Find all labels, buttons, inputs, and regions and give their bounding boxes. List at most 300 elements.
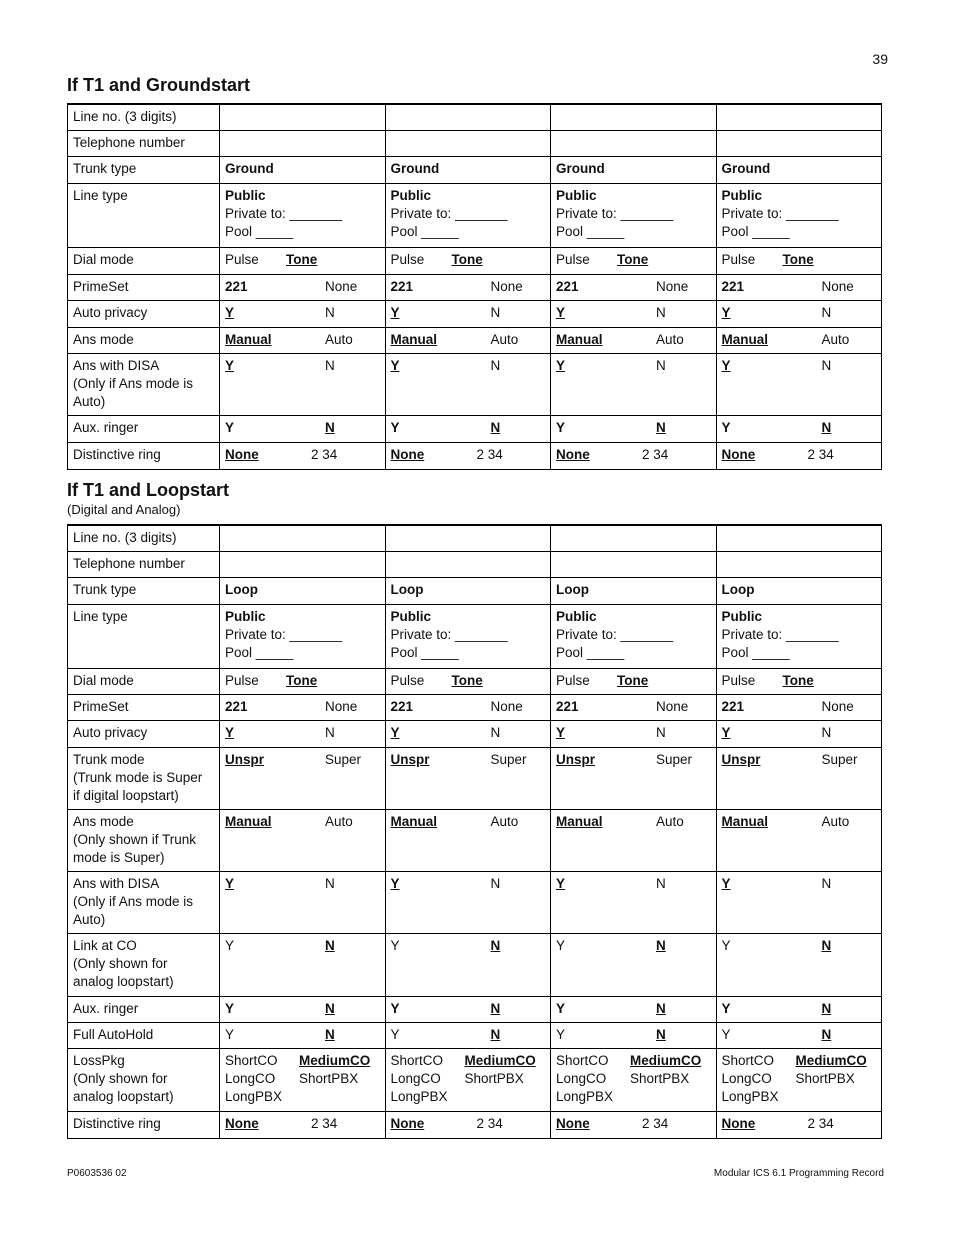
row-label-line: Distinctive ring xyxy=(73,1115,161,1131)
row-label xyxy=(68,604,220,668)
option-b: None xyxy=(325,278,358,294)
option-a: Y xyxy=(721,724,731,740)
value-cell[interactable] xyxy=(220,809,386,871)
option-b: Tone xyxy=(782,251,814,267)
loss-option: MediumCO xyxy=(795,1052,867,1068)
option-b: N xyxy=(656,419,666,435)
loss-options-right xyxy=(630,1052,701,1106)
table-row xyxy=(68,104,882,130)
option-a: Y xyxy=(556,724,566,740)
option-a: Y xyxy=(225,419,235,435)
option-pair xyxy=(556,1026,711,1044)
value-cell[interactable] xyxy=(220,130,386,156)
option-pair xyxy=(391,1026,546,1044)
value-cell[interactable] xyxy=(220,668,386,694)
value-cell[interactable] xyxy=(220,1022,386,1048)
option-pair xyxy=(391,1115,546,1133)
option-a: Y xyxy=(225,724,235,740)
value-cell[interactable] xyxy=(220,1048,386,1111)
value-cell[interactable] xyxy=(220,104,386,130)
line-type-option: Pool _____ xyxy=(556,223,625,239)
value-cell[interactable] xyxy=(220,1111,386,1138)
row-label-line: Dial mode xyxy=(73,672,134,688)
option-pair xyxy=(722,813,877,831)
row-label-line: Trunk type xyxy=(73,160,137,176)
option-a: Manual xyxy=(225,331,272,347)
value-cell[interactable] xyxy=(220,933,386,996)
option-pair xyxy=(391,419,546,437)
value-cell[interactable] xyxy=(551,747,717,809)
table-row xyxy=(68,327,882,353)
footer-doc-number: P0603536 02 xyxy=(67,1168,127,1179)
row-label xyxy=(68,1048,220,1111)
option-a: Y xyxy=(390,937,400,953)
value-cell[interactable] xyxy=(385,442,551,469)
option-a: Y xyxy=(556,304,566,320)
option-b: Auto xyxy=(325,331,353,347)
row-label-line: Aux. ringer xyxy=(73,419,139,435)
value-cell[interactable] xyxy=(220,720,386,747)
option-b: N xyxy=(821,357,832,373)
loss-option: ShortPBX xyxy=(795,1070,855,1086)
loss-option: MediumCO xyxy=(630,1052,702,1068)
value-cell[interactable] xyxy=(220,300,386,327)
row-label-line: Telephone number xyxy=(73,555,185,571)
value-cell[interactable] xyxy=(551,525,717,551)
option-a: Unspr xyxy=(225,751,265,767)
value-cell[interactable] xyxy=(716,694,882,720)
option-pair xyxy=(556,304,711,322)
option-a: Y xyxy=(225,304,235,320)
option-a: Pulse xyxy=(225,251,259,267)
option-a: None xyxy=(721,1115,756,1131)
value-cell[interactable] xyxy=(716,442,882,469)
option-pair xyxy=(722,751,877,769)
option-pair xyxy=(722,698,877,716)
value-cell[interactable] xyxy=(385,604,551,668)
option-a: None xyxy=(556,446,590,462)
value-cell[interactable] xyxy=(385,996,551,1022)
option-pair xyxy=(556,278,711,296)
row-label-line: (Only shown if Trunk xyxy=(73,831,197,847)
value-cell[interactable] xyxy=(385,747,551,809)
value-cell[interactable] xyxy=(716,130,882,156)
loss-options-left xyxy=(722,1052,796,1106)
option-b: Auto xyxy=(490,331,519,347)
table-row xyxy=(68,720,882,747)
row-label-line: Line type xyxy=(73,608,128,624)
value-cell[interactable] xyxy=(220,183,386,247)
row-label-line: Ans with DISA xyxy=(73,875,160,891)
value-cell[interactable] xyxy=(551,415,717,442)
loopstart-table xyxy=(67,524,882,1139)
value-cell[interactable] xyxy=(385,1022,551,1048)
option-pair xyxy=(391,724,546,742)
option-a: Pulse xyxy=(225,672,259,688)
value-cell[interactable] xyxy=(551,156,717,183)
value-cell[interactable] xyxy=(220,442,386,469)
value-cell[interactable] xyxy=(220,694,386,720)
line-type-option: Public xyxy=(721,187,763,203)
loss-option: ShortCO xyxy=(556,1052,609,1068)
option-pair xyxy=(722,446,877,464)
value-cell[interactable] xyxy=(716,156,882,183)
row-label-line: PrimeSet xyxy=(73,698,129,714)
option-b: N xyxy=(656,304,666,320)
row-label-line: Full AutoHold xyxy=(73,1026,154,1042)
value-cell[interactable] xyxy=(716,415,882,442)
value-cell[interactable] xyxy=(220,577,386,604)
line-type-option: Pool _____ xyxy=(225,644,294,660)
option-pair xyxy=(391,357,546,375)
option-b: N xyxy=(325,724,335,740)
footer-doc-title: Modular ICS 6.1 Programming Record xyxy=(713,1168,884,1179)
value-cell[interactable] xyxy=(220,604,386,668)
row-label-line: Auto) xyxy=(73,911,106,927)
line-type-option: Public xyxy=(225,187,266,203)
value-cell[interactable] xyxy=(716,551,882,577)
value-cell[interactable] xyxy=(220,353,386,415)
row-label-line: Ans with DISA xyxy=(73,357,160,373)
value-cell[interactable] xyxy=(716,274,882,300)
option-b: 2 34 xyxy=(807,446,834,462)
option-a: 221 xyxy=(556,278,579,294)
value-cell[interactable] xyxy=(716,747,882,809)
loss-option: LongPBX xyxy=(556,1088,614,1104)
value-cell[interactable] xyxy=(385,300,551,327)
value-cell[interactable] xyxy=(551,1022,717,1048)
value-cell[interactable] xyxy=(385,353,551,415)
option-a: None xyxy=(390,446,425,462)
value-cell[interactable] xyxy=(385,933,551,996)
option-a: Manual xyxy=(390,331,438,347)
row-label-line: Ans mode xyxy=(73,331,134,347)
groundstart-table xyxy=(67,103,882,470)
row-label-line: Auto privacy xyxy=(73,724,148,740)
line-type-option: Pool _____ xyxy=(721,644,790,660)
value-cell[interactable] xyxy=(551,694,717,720)
loss-option: LongCO xyxy=(721,1070,772,1086)
value-cell[interactable] xyxy=(551,871,717,933)
value-cell[interactable] xyxy=(385,274,551,300)
value-cell[interactable] xyxy=(220,156,386,183)
option-b: N xyxy=(490,304,501,320)
option-b: 2 34 xyxy=(642,446,669,462)
loss-option: MediumCO xyxy=(464,1052,536,1068)
value-cell[interactable] xyxy=(385,104,551,130)
option-b: N xyxy=(656,1026,666,1042)
value-cell[interactable] xyxy=(716,1022,882,1048)
option-a: Y xyxy=(556,419,566,435)
option-a: Manual xyxy=(556,813,603,829)
option-b: Tone xyxy=(286,251,318,267)
row-label xyxy=(68,183,220,247)
trunk-type-value: Loop xyxy=(556,581,589,597)
value-cell[interactable] xyxy=(385,156,551,183)
value-cell[interactable] xyxy=(551,809,717,871)
option-pair xyxy=(722,304,877,322)
row-label xyxy=(68,747,220,809)
value-cell[interactable] xyxy=(716,183,882,247)
option-pair xyxy=(225,357,380,375)
option-pair xyxy=(556,251,711,269)
row-label xyxy=(68,933,220,996)
value-cell[interactable] xyxy=(551,577,717,604)
row-label xyxy=(68,156,220,183)
loss-option: LongCO xyxy=(390,1070,441,1086)
option-pair xyxy=(225,446,380,464)
option-a: Y xyxy=(721,1000,731,1016)
option-pair xyxy=(225,672,380,690)
option-pair xyxy=(225,1000,380,1018)
option-a: Manual xyxy=(721,331,769,347)
option-b: None xyxy=(656,698,689,714)
option-pair xyxy=(225,1115,380,1133)
row-label xyxy=(68,130,220,156)
table-row xyxy=(68,933,882,996)
value-cell[interactable] xyxy=(716,809,882,871)
value-cell[interactable] xyxy=(220,525,386,551)
value-cell[interactable] xyxy=(385,809,551,871)
option-b: 2 34 xyxy=(311,446,338,462)
option-a: Manual xyxy=(556,331,603,347)
value-cell[interactable] xyxy=(220,247,386,274)
option-pair xyxy=(722,672,877,690)
value-cell[interactable] xyxy=(220,415,386,442)
value-cell[interactable] xyxy=(551,327,717,353)
option-pair xyxy=(225,724,380,742)
value-cell[interactable] xyxy=(551,604,717,668)
value-cell[interactable] xyxy=(385,720,551,747)
value-cell[interactable] xyxy=(385,415,551,442)
value-cell[interactable] xyxy=(716,1111,882,1138)
line-type-option: Public xyxy=(390,608,432,624)
option-pair xyxy=(391,937,546,955)
row-label-line: analog loopstart) xyxy=(73,1088,174,1104)
value-cell[interactable] xyxy=(220,327,386,353)
option-b: Tone xyxy=(451,672,483,688)
value-cell[interactable] xyxy=(385,577,551,604)
option-pair xyxy=(556,813,711,831)
option-pair xyxy=(556,724,711,742)
row-label xyxy=(68,274,220,300)
value-cell[interactable] xyxy=(220,747,386,809)
option-a: None xyxy=(556,1115,590,1131)
row-label-line: Trunk type xyxy=(73,581,137,597)
line-type-option: Private to: _______ xyxy=(721,626,839,642)
value-cell[interactable] xyxy=(716,104,882,130)
value-cell[interactable] xyxy=(385,247,551,274)
value-cell[interactable] xyxy=(551,996,717,1022)
loss-option: ShortPBX xyxy=(630,1070,690,1086)
table-row xyxy=(68,353,882,415)
option-pair xyxy=(391,813,546,831)
option-b: N xyxy=(490,937,501,953)
trunk-type-value: Ground xyxy=(225,160,274,176)
value-cell[interactable] xyxy=(385,130,551,156)
option-pair xyxy=(556,937,711,955)
value-cell[interactable] xyxy=(385,694,551,720)
option-pair xyxy=(391,751,546,769)
value-cell[interactable] xyxy=(551,1111,717,1138)
row-label-line: Auto) xyxy=(73,393,106,409)
row-label xyxy=(68,327,220,353)
value-cell[interactable] xyxy=(385,668,551,694)
row-label xyxy=(68,104,220,130)
value-cell[interactable] xyxy=(716,933,882,996)
value-cell[interactable] xyxy=(551,300,717,327)
option-a: Pulse xyxy=(721,251,756,267)
option-pair xyxy=(556,1000,711,1018)
value-cell[interactable] xyxy=(551,104,717,130)
loss-options-left xyxy=(391,1052,465,1106)
option-a: None xyxy=(225,1115,259,1131)
option-b: Auto xyxy=(821,331,850,347)
value-cell[interactable] xyxy=(716,604,882,668)
option-pair xyxy=(722,331,877,349)
option-pair xyxy=(391,446,546,464)
line-type-option: Public xyxy=(721,608,763,624)
option-pair xyxy=(556,751,711,769)
value-cell[interactable] xyxy=(551,442,717,469)
table-row xyxy=(68,274,882,300)
value-cell[interactable] xyxy=(551,551,717,577)
section-title-groundstart: If T1 and Groundstart xyxy=(67,75,251,95)
value-cell[interactable] xyxy=(716,300,882,327)
option-a: Y xyxy=(390,875,400,891)
option-b: N xyxy=(821,304,832,320)
option-a: Unspr xyxy=(390,751,430,767)
value-cell[interactable] xyxy=(716,871,882,933)
value-cell[interactable] xyxy=(220,996,386,1022)
option-pair xyxy=(722,875,877,893)
page-number: 39 xyxy=(872,51,888,67)
loss-options-left xyxy=(556,1052,630,1106)
value-cell[interactable] xyxy=(551,668,717,694)
option-a: Y xyxy=(721,937,731,953)
value-cell[interactable] xyxy=(551,183,717,247)
option-b: N xyxy=(325,1026,335,1042)
row-label-line: (Trunk mode is Super xyxy=(73,769,203,785)
value-cell[interactable] xyxy=(385,1111,551,1138)
option-pair xyxy=(225,875,380,893)
value-cell[interactable] xyxy=(220,274,386,300)
value-cell[interactable] xyxy=(551,933,717,996)
option-b: N xyxy=(821,1026,832,1042)
option-b: N xyxy=(325,304,335,320)
loss-option: ShortCO xyxy=(225,1052,278,1068)
option-b: N xyxy=(490,1000,501,1016)
option-a: Manual xyxy=(390,813,438,829)
table-row xyxy=(68,156,882,183)
value-cell[interactable] xyxy=(551,720,717,747)
option-b: Auto xyxy=(490,813,519,829)
row-label xyxy=(68,694,220,720)
option-b: None xyxy=(656,278,689,294)
option-b: N xyxy=(490,1026,501,1042)
option-a: Y xyxy=(556,937,566,953)
value-cell[interactable] xyxy=(716,353,882,415)
value-cell[interactable] xyxy=(551,274,717,300)
value-cell[interactable] xyxy=(385,327,551,353)
row-label-line: analog loopstart) xyxy=(73,973,174,989)
row-label-line: if digital loopstart) xyxy=(73,787,179,803)
value-cell[interactable] xyxy=(551,1048,717,1111)
row-label-line: Trunk mode xyxy=(73,751,145,767)
value-cell[interactable] xyxy=(385,871,551,933)
value-cell[interactable] xyxy=(385,525,551,551)
line-type-option: Pool _____ xyxy=(721,223,790,239)
value-cell[interactable] xyxy=(385,551,551,577)
loss-option: LongCO xyxy=(225,1070,276,1086)
row-label xyxy=(68,668,220,694)
trunk-type-value: Loop xyxy=(721,581,755,597)
loss-options-right xyxy=(465,1052,536,1106)
option-a: Manual xyxy=(225,813,272,829)
trunk-type-value: Loop xyxy=(225,581,258,597)
option-b: N xyxy=(325,357,335,373)
value-cell[interactable] xyxy=(716,668,882,694)
value-cell[interactable] xyxy=(716,327,882,353)
option-pair xyxy=(225,304,380,322)
option-pair xyxy=(722,1026,877,1044)
loss-package-options xyxy=(722,1052,877,1106)
line-type-option: Private to: _______ xyxy=(390,205,508,221)
row-label-line: mode is Super) xyxy=(73,849,165,865)
option-b: None xyxy=(821,698,854,714)
option-b: N xyxy=(821,419,832,435)
value-cell[interactable] xyxy=(716,996,882,1022)
option-pair xyxy=(722,724,877,742)
option-a: None xyxy=(225,446,259,462)
option-a: Y xyxy=(390,1000,400,1016)
value-cell[interactable] xyxy=(385,183,551,247)
value-cell[interactable] xyxy=(551,353,717,415)
value-cell[interactable] xyxy=(716,1048,882,1111)
value-cell[interactable] xyxy=(385,1048,551,1111)
value-cell[interactable] xyxy=(220,871,386,933)
option-pair xyxy=(391,672,546,690)
option-b: Auto xyxy=(325,813,353,829)
table-row xyxy=(68,551,882,577)
row-label-line: Line no. (3 digits) xyxy=(73,530,177,545)
option-a: Y xyxy=(556,875,566,891)
option-pair xyxy=(722,1000,877,1018)
loss-option: MediumCO xyxy=(299,1052,371,1068)
value-cell[interactable] xyxy=(716,720,882,747)
value-cell[interactable] xyxy=(716,525,882,551)
option-b: N xyxy=(490,875,501,891)
value-cell[interactable] xyxy=(716,247,882,274)
trunk-type-value: Ground xyxy=(390,160,440,176)
line-type-option: Public xyxy=(556,187,597,203)
option-pair xyxy=(391,1000,546,1018)
value-cell[interactable] xyxy=(716,577,882,604)
loss-package-options xyxy=(556,1052,711,1106)
row-label-line: Line type xyxy=(73,187,128,203)
row-label xyxy=(68,996,220,1022)
option-pair xyxy=(391,331,546,349)
line-type-option: Private to: _______ xyxy=(556,205,674,221)
value-cell[interactable] xyxy=(220,551,386,577)
option-a: Pulse xyxy=(556,672,590,688)
option-b: N xyxy=(325,419,335,435)
option-a: 221 xyxy=(390,698,414,714)
table-row xyxy=(68,871,882,933)
value-cell[interactable] xyxy=(551,247,717,274)
value-cell[interactable] xyxy=(551,130,717,156)
line-type-option: Public xyxy=(390,187,432,203)
